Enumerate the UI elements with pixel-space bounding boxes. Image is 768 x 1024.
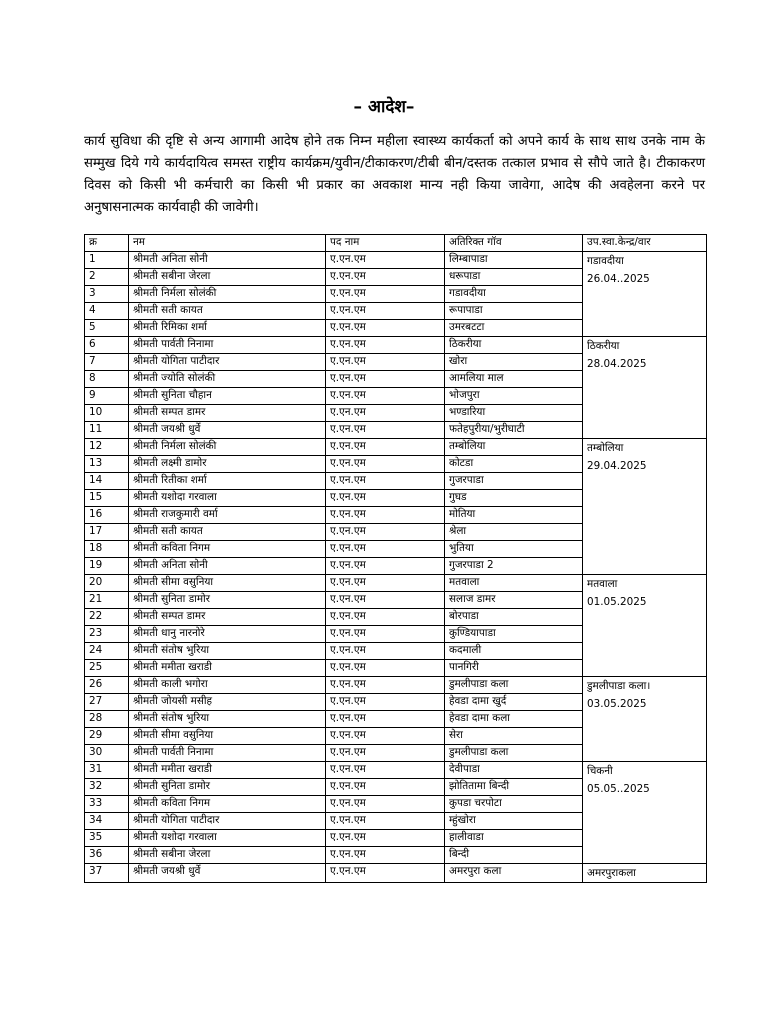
village-cell: म्हुंखोरा xyxy=(445,813,583,830)
name-cell: श्रीमती अनिता सोनी xyxy=(129,558,326,575)
serial-cell: 2 xyxy=(85,269,129,286)
serial-cell: 8 xyxy=(85,371,129,388)
village-cell: गुजरपाडा 2 xyxy=(445,558,583,575)
name-cell: श्रीमती सीमा वसुनिया xyxy=(129,575,326,592)
serial-cell: 9 xyxy=(85,388,129,405)
serial-cell: 25 xyxy=(85,660,129,677)
designation-cell: ए.एन.एम xyxy=(326,524,445,541)
village-cell: देवीपाडा xyxy=(445,762,583,779)
village-cell: फतेहपुरीया/भुरीघाटी xyxy=(445,422,583,439)
name-cell: श्रीमती सती कायत xyxy=(129,303,326,320)
header-serial: क्र xyxy=(85,235,129,252)
serial-cell: 18 xyxy=(85,541,129,558)
serial-cell: 5 xyxy=(85,320,129,337)
serial-cell: 33 xyxy=(85,796,129,813)
serial-cell: 11 xyxy=(85,422,129,439)
serial-cell: 24 xyxy=(85,643,129,660)
village-cell: कुण्डियापाडा xyxy=(445,626,583,643)
name-cell: श्रीमती ममीता खराडी xyxy=(129,762,326,779)
village-cell: रूपापाडा xyxy=(445,303,583,320)
subcenter-place: अमरपुराकला xyxy=(587,867,636,879)
name-cell: श्रीमती सम्पत डामर xyxy=(129,405,326,422)
designation-cell: ए.एन.एम xyxy=(326,745,445,762)
serial-cell: 1 xyxy=(85,252,129,269)
designation-cell: ए.एन.एम xyxy=(326,711,445,728)
serial-cell: 23 xyxy=(85,626,129,643)
name-cell: श्रीमती यशोदा गरवाला xyxy=(129,490,326,507)
designation-cell: ए.एन.एम xyxy=(326,388,445,405)
subcenter-cell xyxy=(583,439,707,575)
table-header-row xyxy=(85,235,707,252)
village-cell: गडावदीया xyxy=(445,286,583,303)
designation-cell: ए.एन.एम xyxy=(326,439,445,456)
subcenter-date: 05.05..2025 xyxy=(587,783,650,795)
serial-cell: 32 xyxy=(85,779,129,796)
serial-cell: 20 xyxy=(85,575,129,592)
designation-cell: ए.एन.एम xyxy=(326,269,445,286)
village-cell: हालीवाडा xyxy=(445,830,583,847)
serial-cell: 34 xyxy=(85,813,129,830)
village-cell: भुतिया xyxy=(445,541,583,558)
name-cell: श्रीमती कविता निगम xyxy=(129,796,326,813)
designation-cell: ए.एन.एम xyxy=(326,779,445,796)
serial-cell: 27 xyxy=(85,694,129,711)
serial-cell: 16 xyxy=(85,507,129,524)
village-cell: मोतिया xyxy=(445,507,583,524)
serial-cell: 35 xyxy=(85,830,129,847)
name-cell: श्रीमती सुनिता डामोर xyxy=(129,592,326,609)
serial-cell: 36 xyxy=(85,847,129,864)
name-cell: श्रीमती योगिता पाटीदार xyxy=(129,354,326,371)
header-extra-village: अतिरिक्त गॉव xyxy=(445,235,583,252)
village-cell: श्रेला xyxy=(445,524,583,541)
serial-cell: 12 xyxy=(85,439,129,456)
village-cell: कुपडा चरपोटा xyxy=(445,796,583,813)
table-row xyxy=(85,337,707,354)
village-cell: हेवडा दामा कला xyxy=(445,711,583,728)
subcenter-place: चिकनी xyxy=(587,765,613,777)
name-cell: श्रीमती कविता निगम xyxy=(129,541,326,558)
village-cell: ठिकरीया xyxy=(445,337,583,354)
name-cell: श्रीमती निर्मला सोलंकी xyxy=(129,286,326,303)
village-cell: तम्बोलिया xyxy=(445,439,583,456)
name-cell: श्रीमती सीमा वसुनिया xyxy=(129,728,326,745)
village-cell: हेवडा दामा खुर्द xyxy=(445,694,583,711)
subcenter-cell xyxy=(583,337,707,439)
village-cell: गुघड xyxy=(445,490,583,507)
subcenter-cell xyxy=(583,677,707,762)
village-cell: कोटडा xyxy=(445,456,583,473)
village-cell: कदमाली xyxy=(445,643,583,660)
designation-cell: ए.एन.एम xyxy=(326,456,445,473)
name-cell: श्रीमती रितीका शर्मा xyxy=(129,473,326,490)
designation-cell: ए.एन.एम xyxy=(326,507,445,524)
name-cell: श्रीमती काली भगोरा xyxy=(129,677,326,694)
serial-cell: 3 xyxy=(85,286,129,303)
village-cell: बोरपाडा xyxy=(445,609,583,626)
village-cell: आमलिया माल xyxy=(445,371,583,388)
designation-cell: ए.एन.एम xyxy=(326,541,445,558)
serial-cell: 31 xyxy=(85,762,129,779)
designation-cell: ए.एन.एम xyxy=(326,762,445,779)
designation-cell: ए.एन.एम xyxy=(326,422,445,439)
name-cell: श्रीमती ममीता खराडी xyxy=(129,660,326,677)
name-cell: श्रीमती राजकुमारी वर्मा xyxy=(129,507,326,524)
designation-cell: ए.एन.एम xyxy=(326,490,445,507)
designation-cell: ए.एन.एम xyxy=(326,337,445,354)
designation-cell: ए.एन.एम xyxy=(326,252,445,269)
name-cell: श्रीमती संतोष भुरिया xyxy=(129,643,326,660)
designation-cell: ए.एन.एम xyxy=(326,643,445,660)
village-cell: सलाज डामर xyxy=(445,592,583,609)
serial-cell: 7 xyxy=(85,354,129,371)
designation-cell: ए.एन.एम xyxy=(326,660,445,677)
designation-cell: ए.एन.एम xyxy=(326,796,445,813)
name-cell: श्रीमती जोयसी मसीह xyxy=(129,694,326,711)
page-title: – आदेश– xyxy=(353,97,415,117)
village-cell: डुमलीपाडा कला xyxy=(445,745,583,762)
subcenter-date: 03.05.2025 xyxy=(587,698,647,710)
name-cell: श्रीमती धानु नारनोरे xyxy=(129,626,326,643)
name-cell: श्रीमती पार्वती निनामा xyxy=(129,337,326,354)
subcenter-date: 28.04.2025 xyxy=(587,358,647,370)
name-cell: श्रीमती रिमिका शर्मा xyxy=(129,320,326,337)
designation-cell: ए.एन.एम xyxy=(326,371,445,388)
name-cell: श्रीमती सुनिता डामोर xyxy=(129,779,326,796)
village-cell: डुमलीपाडा कला xyxy=(445,677,583,694)
village-cell: पानगिरी xyxy=(445,660,583,677)
serial-cell: 30 xyxy=(85,745,129,762)
designation-cell: ए.एन.एम xyxy=(326,847,445,864)
table-row xyxy=(85,439,707,456)
name-cell: श्रीमती अनिता सोनी xyxy=(129,252,326,269)
village-cell: झोतितामा बिन्दी xyxy=(445,779,583,796)
designation-cell: ए.एन.एम xyxy=(326,558,445,575)
order-paragraph: कार्य सुविधा की दृष्टि से अन्य आगामी आदेष होने तक निम्न महीला स्वास्थ्य कार्यकर्ता को अपने कार्य के साथ साथ उनके नाम के सम्मुख दिये गये कार्यदायित्व समस्त राष्ट्रीय कार्यक्रम/युवीन/टीकाकरण/टीबी बीन/दस्तक तत्काल प्रभाव से सौपे जाते है। टीकाकरण दिवस को किसी भी कर्मचारी का किसी भी प्रकार का अवकाश मान्य नही किया जावेगा, आदेष की अवहेलना करने पर अनुषासनात्मक कार्यवाही की जावेगी। xyxy=(84,134,705,215)
designation-cell: ए.एन.एम xyxy=(326,626,445,643)
header-designation: पद नाम xyxy=(326,235,445,252)
serial-cell: 19 xyxy=(85,558,129,575)
name-cell: श्रीमती जयश्री धुर्वे xyxy=(129,864,326,883)
subcenter-cell xyxy=(583,864,707,883)
serial-cell: 17 xyxy=(85,524,129,541)
village-cell: लिम्बापाडा xyxy=(445,252,583,269)
name-cell: श्रीमती यशोदा गरवाला xyxy=(129,830,326,847)
name-cell: श्रीमती सती कायत xyxy=(129,524,326,541)
village-cell: भण्डारिया xyxy=(445,405,583,422)
serial-cell: 29 xyxy=(85,728,129,745)
designation-cell: ए.एन.एम xyxy=(326,320,445,337)
name-cell: श्रीमती निर्मला सोलंकी xyxy=(129,439,326,456)
name-cell: श्रीमती सबीना जेरला xyxy=(129,269,326,286)
village-cell: बिन्दी xyxy=(445,847,583,864)
serial-cell: 15 xyxy=(85,490,129,507)
subcenter-cell xyxy=(583,575,707,677)
designation-cell: ए.एन.एम xyxy=(326,354,445,371)
name-cell: श्रीमती योगिता पाटीदार xyxy=(129,813,326,830)
designation-cell: ए.एन.एम xyxy=(326,473,445,490)
assignment-table xyxy=(84,234,707,883)
serial-cell: 14 xyxy=(85,473,129,490)
designation-cell: ए.एन.एम xyxy=(326,303,445,320)
table-row xyxy=(85,252,707,269)
village-cell: धरूपाडा xyxy=(445,269,583,286)
designation-cell: ए.एन.एम xyxy=(326,677,445,694)
designation-cell: ए.एन.एम xyxy=(326,864,445,883)
table-row xyxy=(85,677,707,694)
designation-cell: ए.एन.एम xyxy=(326,728,445,745)
serial-cell: 26 xyxy=(85,677,129,694)
subcenter-place: तम्बोलिया xyxy=(587,442,624,454)
table-body xyxy=(85,252,707,883)
name-cell: श्रीमती जयश्री धुर्वे xyxy=(129,422,326,439)
table-row xyxy=(85,864,707,883)
subcenter-place: डुमलीपाडा कला। xyxy=(587,680,651,692)
subcenter-date: 26.04..2025 xyxy=(587,273,650,285)
serial-cell: 6 xyxy=(85,337,129,354)
village-cell: भोजपुरा xyxy=(445,388,583,405)
subcenter-date: 01.05.2025 xyxy=(587,596,647,608)
name-cell: श्रीमती संतोष भुरिया xyxy=(129,711,326,728)
village-cell: गुजरपाडा xyxy=(445,473,583,490)
designation-cell: ए.एन.एम xyxy=(326,609,445,626)
name-cell: श्रीमती सुनिता चौहान xyxy=(129,388,326,405)
serial-cell: 10 xyxy=(85,405,129,422)
table-row xyxy=(85,575,707,592)
serial-cell: 13 xyxy=(85,456,129,473)
name-cell: श्रीमती सबीना जेरला xyxy=(129,847,326,864)
subcenter-cell xyxy=(583,252,707,337)
subcenter-date: 29.04.2025 xyxy=(587,460,647,472)
designation-cell: ए.एन.एम xyxy=(326,813,445,830)
designation-cell: ए.एन.एम xyxy=(326,405,445,422)
name-cell: श्रीमती ज्योति सोलंकी xyxy=(129,371,326,388)
village-cell: खोरा xyxy=(445,354,583,371)
designation-cell: ए.एन.एम xyxy=(326,830,445,847)
designation-cell: ए.एन.एम xyxy=(326,575,445,592)
designation-cell: ए.एन.एम xyxy=(326,592,445,609)
name-cell: श्रीमती लक्ष्मी डामोर xyxy=(129,456,326,473)
name-cell: श्रीमती पार्वती निनामा xyxy=(129,745,326,762)
village-cell: अमरपुरा कला xyxy=(445,864,583,883)
village-cell: सेरा xyxy=(445,728,583,745)
serial-cell: 28 xyxy=(85,711,129,728)
serial-cell: 22 xyxy=(85,609,129,626)
subcenter-place: ठिकरीया xyxy=(587,340,620,352)
subcenter-place: मतवाला xyxy=(587,578,618,590)
designation-cell: ए.एन.एम xyxy=(326,286,445,303)
serial-cell: 21 xyxy=(85,592,129,609)
name-cell: श्रीमती सम्पत डामर xyxy=(129,609,326,626)
designation-cell: ए.एन.एम xyxy=(326,694,445,711)
serial-cell: 37 xyxy=(85,864,129,883)
village-cell: मतवाला xyxy=(445,575,583,592)
header-name: नम xyxy=(129,235,326,252)
header-subcenter-day: उप.स्वा.केन्द्र/वार xyxy=(583,235,707,252)
village-cell: उमरबटटा xyxy=(445,320,583,337)
table-row xyxy=(85,762,707,779)
serial-cell: 4 xyxy=(85,303,129,320)
subcenter-cell xyxy=(583,762,707,864)
subcenter-place: गडावदीया xyxy=(587,255,624,267)
